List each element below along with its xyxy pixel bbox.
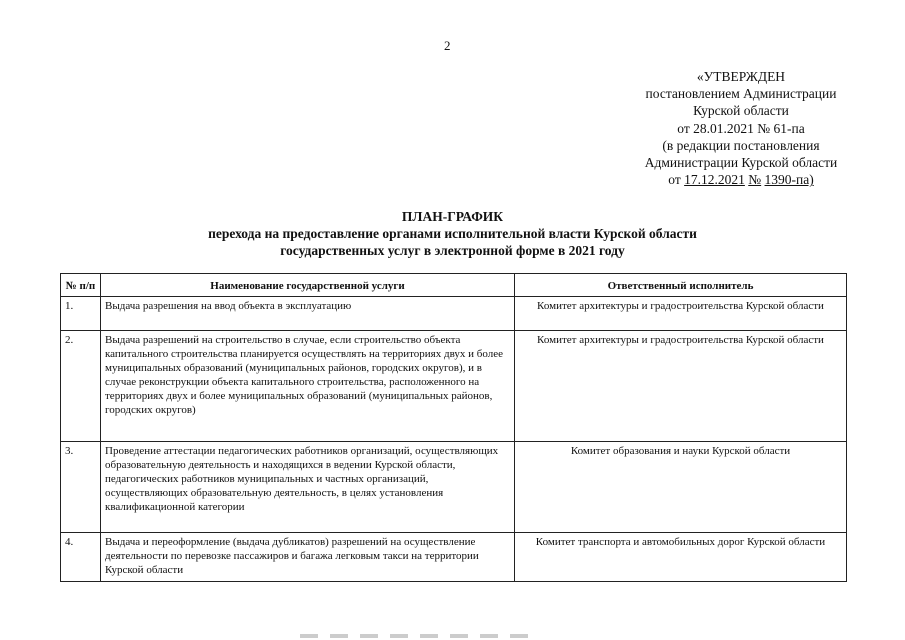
table-header-row xyxy=(61,274,847,297)
approval-stamp xyxy=(606,68,876,188)
approval-line-4: от 28.01.2021 № 61-па xyxy=(677,120,805,136)
approval-number-sign: № xyxy=(748,172,762,188)
approval-line-2: постановлением Администрации xyxy=(645,86,837,102)
row-num: 3. xyxy=(61,442,101,533)
document-title xyxy=(60,208,845,259)
row-service: Выдача разрешения на ввод объекта в эксплуатацию xyxy=(101,297,515,331)
approval-line-6: Администрации Курской области xyxy=(644,155,838,171)
row-executor: Комитет архитектуры и градостроительства Курской области xyxy=(515,297,847,331)
table-row xyxy=(61,533,847,582)
row-executor: Комитет архитектуры и градостроительства Курской области xyxy=(515,331,847,442)
row-service: Выдача и переоформление (выдача дубликатов) разрешений на осуществление деятельности по перевозке пассажиров и багажа легковым такси на территории Курской области xyxy=(101,533,515,582)
approval-line-1: «УТВЕРЖДЕН xyxy=(696,69,786,84)
table-row xyxy=(61,442,847,533)
row-executor: Комитет образования и науки Курской области xyxy=(515,442,847,533)
approval-line-5: (в редакции постановления xyxy=(662,137,820,153)
table-row xyxy=(61,331,847,442)
row-num: 1. xyxy=(61,297,101,331)
row-service: Выдача разрешений на строительство в случае, если строительство объекта капитального строительства планируется осуществлять на территориях двух и более муниципальных образований (муниципальных районов, городских округов), и в случае реконструкции объекта капитального строительства, расположенного на территориях двух и более муниципальных образований (муниципальных районов, городских округов) xyxy=(101,331,515,442)
approval-date-prefix: от xyxy=(668,172,681,188)
title-line-3: государственных услуг в электронной форме в 2021 году xyxy=(280,243,625,258)
header-service: Наименование государственной услуги xyxy=(101,274,515,297)
page-number: 2 xyxy=(444,38,451,53)
approval-line-7 xyxy=(606,171,876,188)
title-line-2: перехода на предоставление органами исполнительной власти Курской области xyxy=(208,226,697,241)
header-executor: Ответственный исполнитель xyxy=(515,274,847,297)
scan-artifact xyxy=(300,634,530,638)
plan-table xyxy=(60,273,847,582)
approval-line-3: Курской области xyxy=(693,103,789,119)
row-executor: Комитет транспорта и автомобильных дорог Курской области xyxy=(515,533,847,582)
approval-number: 1390-па) xyxy=(764,172,814,188)
row-num: 4. xyxy=(61,533,101,582)
approval-date: 17.12.2021 xyxy=(684,172,745,188)
table-row xyxy=(61,297,847,331)
title-line-1: ПЛАН-ГРАФИК xyxy=(401,209,504,224)
row-service: Проведение аттестации педагогических работников организаций, осуществляющих образовательную деятельность и находящихся в ведении Курской области, педагогических работников муниципальных и частных организаций, осуществляющих образовательную деятельность, в целях установления квалификационной категории xyxy=(101,442,515,533)
header-num: № п/п xyxy=(61,274,101,297)
row-num: 2. xyxy=(61,331,101,442)
